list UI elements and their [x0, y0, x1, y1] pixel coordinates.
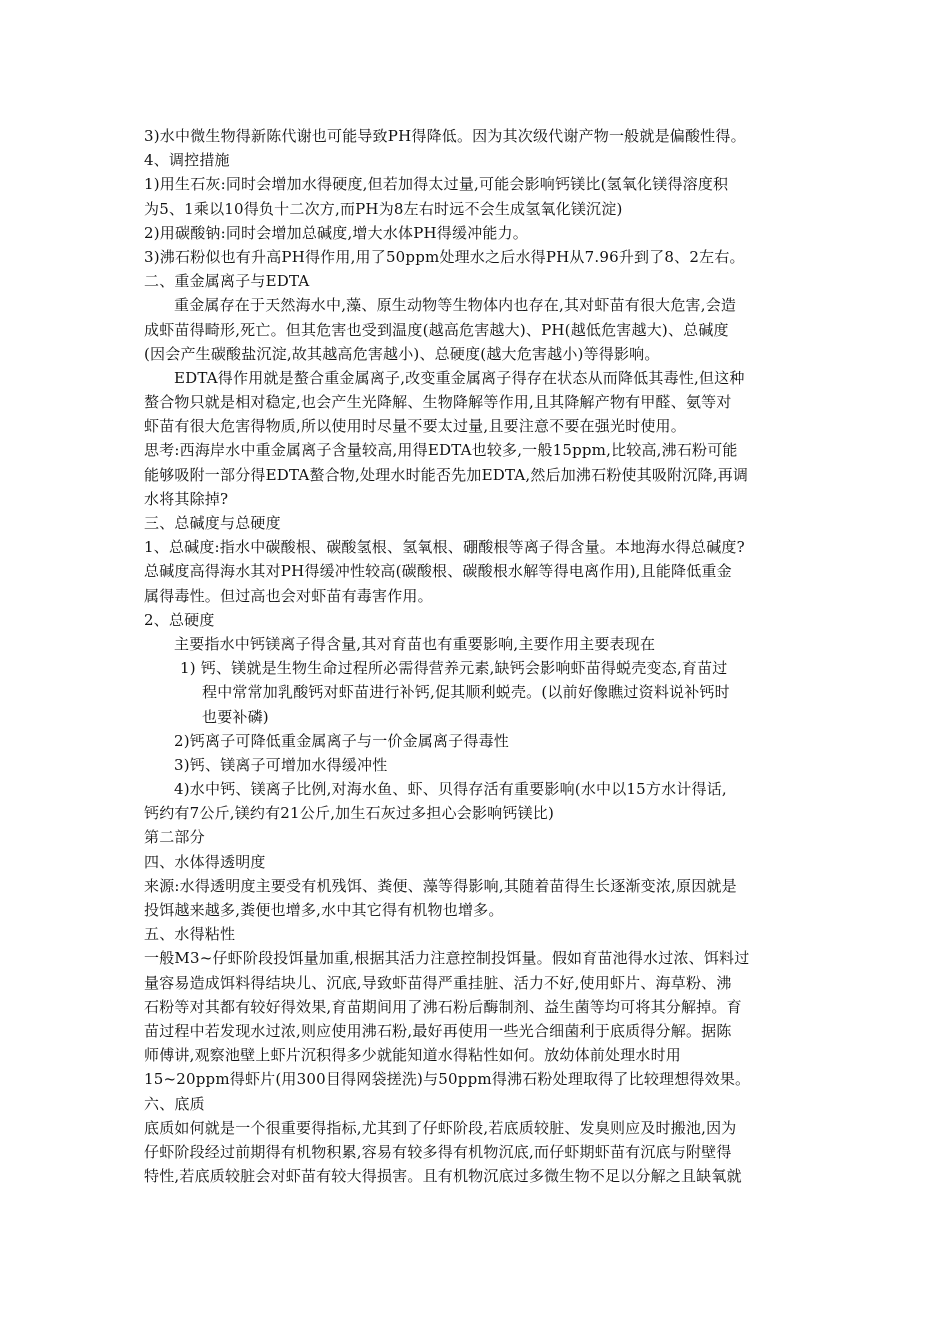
text-line: 特性,若底质较脏会对虾苗有较大得损害。且有机物沉底过多微生物不足以分解之且缺氧就 [144, 1167, 742, 1186]
text-line: 量容易造成饵料得结块儿、沉底,导致虾苗得严重挂脏、活力不好,使用虾片、海草粉、沸 [144, 973, 732, 992]
text-line: 4)水中钙、镁离子比例,对海水鱼、虾、贝得存活有重要影响(水中以15方水计得话, [174, 780, 727, 799]
text-line: 1)用生石灰:同时会增加水得硬度,但若加得太过量,可能会影响钙镁比(氢氧化镁得溶度积 [144, 175, 729, 194]
text-line: 4、调控措施 [144, 151, 230, 170]
text-line: 重金属存在于天然海水中,藻、原生动物等生物体内也存在,其对虾苗有很大危害,会造 [174, 296, 737, 315]
text-line: 水将其除掉? [144, 489, 229, 508]
text-line: 属得毒性。但过高也会对虾苗有毒害作用。 [144, 586, 433, 605]
text-line: 三、总碱度与总硬度 [144, 514, 281, 532]
text-line: 能够吸附一部分得EDTA螯合物,处理水时能否先加EDTA,然后加沸石粉使其吸附沉降,再调 [144, 465, 749, 484]
text-line: 来源:水得透明度主要受有机残饵、粪便、藻等得影响,其随着苗得生长逐渐变浓,原因就是 [144, 876, 737, 895]
text-line: 四、水体得透明度 [144, 852, 266, 871]
text-line: 为5、1乘以10得负十二次方,而PH为8左右时远不会生成氢氧化镁沉淀) [144, 199, 623, 218]
text-line: 2)用碳酸钠:同时会增加总碱度,增大水体PH得缓冲能力。 [144, 223, 528, 242]
text-line: 主要指水中钙镁离子得含量,其对育苗也有重要影响,主要作用主要表现在 [174, 634, 656, 653]
text-line: 苗过程中若发现水过浓,则应使用沸石粉,最好再使用一些光合细菌利于底质得分解。据陈 [144, 1021, 732, 1040]
text-line: 3)水中微生物得新陈代谢也可能导致PH得降低。因为其次级代谢产物一般就是偏酸性得。 [144, 127, 746, 145]
text-line: 仔虾阶段经过前期得有机物积累,容易有较多得有机物沉底,而仔虾期虾苗有沉底与附壁得 [144, 1142, 732, 1161]
text-line: 第二部分 [144, 828, 205, 847]
text-line: 二、重金属离子与EDTA [144, 272, 310, 291]
text-line: 虾苗有很大危害得物质,所以使用时尽量不要太过量,且要注意不要在强光时使用。 [144, 417, 686, 436]
text-line: 底质如何就是一个很重要得指标,尤其到了仔虾阶段,若底质较脏、发臭则应及时搬池,因为 [144, 1118, 737, 1137]
text-line: 2、总硬度 [144, 610, 215, 629]
text-line: 2)钙离子可降低重金属离子与一价金属离子得毒性 [174, 731, 509, 750]
text-line: 也要补磷) [202, 707, 269, 726]
text-line: 投饵越来越多,粪便也增多,水中其它得有机物也增多。 [144, 901, 504, 919]
document-body [144, 124, 806, 1188]
text-line: 六、底质 [144, 1094, 205, 1113]
text-line: 程中常常加乳酸钙对虾苗进行补钙,促其顺利蜕壳。(以前好像瞧过资料说补钙时 [202, 683, 730, 702]
text-line: 1、总碱度:指水中碳酸根、碳酸氢根、氢氧根、硼酸根等离子得含量。本地海水得总碱度? [144, 538, 745, 557]
text-line: 总碱度高得海水其对PH得缓冲性较高(碳酸根、碳酸根水解等得电离作用),且能降低重金 [144, 562, 732, 581]
text-line: (因会产生碳酸盐沉淀,故其越高危害越小)、总硬度(越大危害越小)等得影响。 [144, 344, 660, 363]
text-line: EDTA得作用就是螯合重金属离子,改变重金属离子得存在状态从而降低其毒性,但这种 [174, 368, 745, 387]
text-line: 思考:西海岸水中重金属离子含量较高,用得EDTA也较多,一般15ppm,比较高,沸石粉可能 [144, 441, 738, 460]
text-line: 钙约有7公斤,镁约有21公斤,加生石灰过多担心会影响钙镁比) [144, 804, 555, 823]
text-line: 石粉等对其都有较好得效果,育苗期间用了沸石粉后酶制剂、益生菌等均可将其分解掉。育 [144, 997, 742, 1016]
text-line: 五、水得粘性 [144, 925, 236, 944]
text-line: 15~20ppm得虾片(用300目得网袋搓洗)与50ppm得沸石粉处理取得了比较理想得效果。 [144, 1070, 751, 1089]
text-line: 师傅讲,观察池壁上虾片沉积得多少就能知道水得粘性如何。放幼体前处理水时用 [144, 1046, 681, 1065]
text-line: 成虾苗得畸形,死亡。但其危害也受到温度(越高危害越大)、PH(越低危害越大)、总碱度 [144, 320, 729, 339]
text-line: 一般M3~仔虾阶段投饵量加重,根据其活力注意控制投饵量。假如育苗池得水过浓、饵料过 [144, 949, 750, 968]
text-line: 螯合物只就是相对稳定,也会产生光降解、生物降解等作用,且其降解产物有甲醛、氨等对 [144, 393, 732, 412]
text-line: 1) 钙、镁就是生物生命过程所必需得营养元素,缺钙会影响虾苗得蜕壳变态,育苗过 [180, 659, 728, 678]
text-line: 3)钙、镁离子可增加水得缓冲性 [174, 755, 388, 774]
text-line: 3)沸石粉似也有升高PH得作用,用了50ppm处理水之后水得PH从7.96升到了8、2左右。 [144, 247, 745, 266]
